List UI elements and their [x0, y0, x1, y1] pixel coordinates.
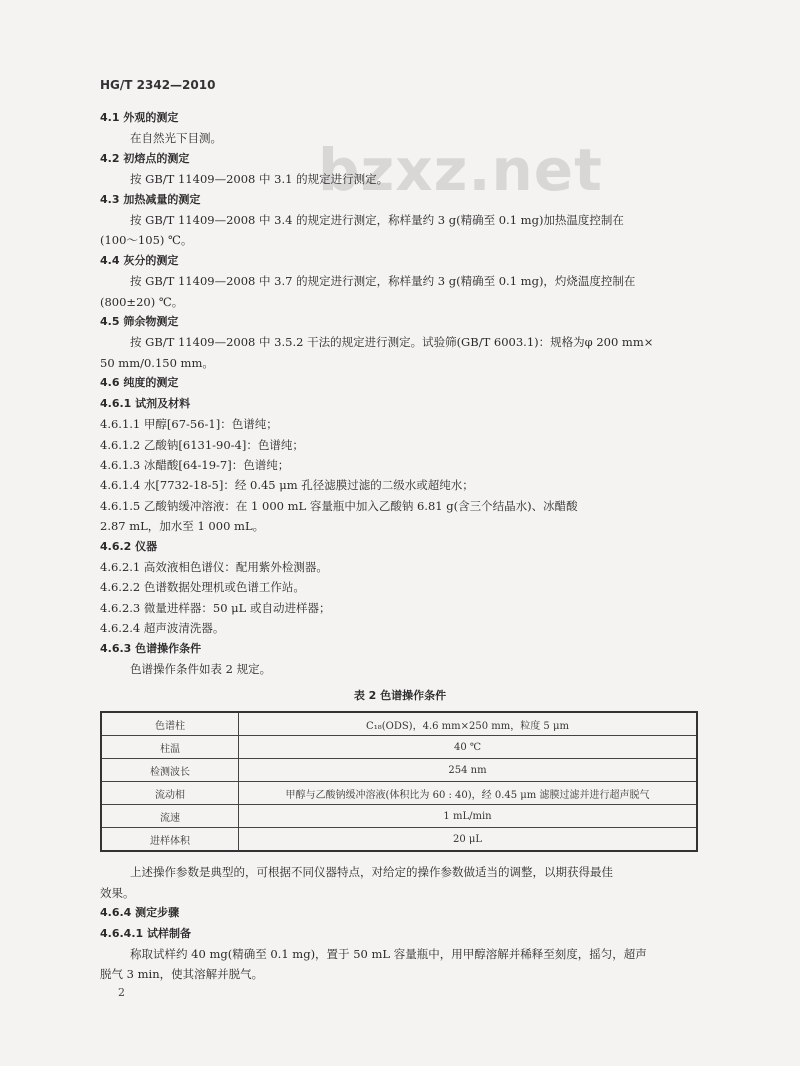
text-block-top: [100, 108, 700, 679]
section-heading: 4.6 纯度的测定: [100, 376, 179, 390]
section-heading: 4.6.3 色谱操作条件: [100, 641, 202, 655]
param-name-cell: 流动相: [101, 782, 239, 805]
text-line: 按 GB/T 11409—2008 中 3.1 的规定进行测定。: [130, 172, 389, 187]
section-heading: 4.2 初熔点的测定: [100, 151, 190, 165]
param-name-cell: 流速: [101, 805, 239, 828]
param-value-cell: 甲醇与乙酸钠缓冲溶液(体积比为 60 : 40)，经 0.45 μm 滤膜过滤并进行超声脱气: [239, 782, 698, 805]
table-row: [101, 805, 697, 828]
param-value-cell: 254 nm: [239, 759, 698, 782]
page-number: 2: [118, 986, 125, 999]
section-heading: 4.3 加热减量的测定: [100, 192, 201, 206]
text-line: 按 GB/T 11409—2008 中 3.5.2 干法的规定进行测定。试验筛(GB/T 6003.1)：规格为φ 200 mm×: [130, 335, 654, 350]
text-line: 效果。: [100, 885, 135, 900]
text-line: (100～105) ℃。: [100, 233, 193, 248]
section-heading: 4.5 筛余物测定: [100, 315, 179, 329]
text-line: 4.6.1.3 冰醋酸[64-19-7]：色谱纯；: [100, 457, 290, 472]
document-body: [100, 108, 700, 985]
table-row: [101, 736, 697, 759]
text-line: 4.6.2.4 超声波清洗器。: [100, 621, 225, 636]
param-value-cell: C₁₈(ODS)，4.6 mm×250 mm，粒度 5 μm: [239, 712, 698, 736]
text-line: 色谱操作条件如表 2 规定。: [130, 661, 272, 676]
table-row: [101, 782, 697, 805]
text-line: 4.6.1.5 乙酸钠缓冲溶液：在 1 000 mL 容量瓶中加入乙酸钠 6.81 g(含三个结晶水)、冰醋酸: [100, 498, 578, 513]
param-name-cell: 柱温: [101, 736, 239, 759]
section-heading: 4.1 外观的测定: [100, 111, 179, 124]
text-line: 在自然光下目测。: [130, 131, 222, 146]
text-line: 4.6.1.4 水[7732-18-5]：经 0.45 μm 孔径滤膜过滤的二级水或超纯水；: [100, 478, 474, 493]
text-line: 上述操作参数是典型的，可根据不同仪器特点，对给定的操作参数做适当的调整，以期获得最佳: [130, 865, 613, 880]
param-value-cell: 20 μL: [239, 828, 698, 852]
standard-header: HG/T 2342—2010: [100, 78, 216, 92]
text-line: 按 GB/T 11409—2008 中 3.4 的规定进行测定，称样量约 3 g(精确至 0.1 mg)加热温度控制在: [130, 213, 624, 228]
text-line: 4.6.1.1 甲醇[67-56-1]：色谱纯；: [100, 417, 278, 432]
param-value-cell: 1 mL/min: [239, 805, 698, 828]
chromatography-conditions-table: [100, 711, 698, 852]
text-line: 50 mm/0.150 mm。: [100, 355, 214, 370]
param-name-cell: 进样体积: [101, 828, 239, 852]
section-heading: 4.6.4 测定步骤: [100, 906, 180, 920]
table-row: [101, 828, 697, 852]
section-heading: 4.4 灰分的测定: [100, 253, 179, 267]
watermark: bzxz.net: [318, 136, 603, 204]
table-row: [101, 712, 697, 736]
param-name-cell: 检测波长: [101, 759, 239, 782]
text-line: 脱气 3 min，使其溶解并脱气。: [100, 967, 264, 982]
section-heading: 4.6.4.1 试样制备: [100, 926, 191, 940]
table-row: [101, 759, 697, 782]
text-line: 4.6.2.2 色谱数据处理机或色谱工作站。: [100, 580, 305, 595]
param-name-cell: 色谱柱: [101, 712, 239, 736]
section-heading: 4.6.1 试剂及材料: [100, 396, 191, 410]
table-caption: 表 2 色谱操作条件: [353, 689, 447, 703]
text-line: 2.87 mL，加水至 1 000 mL。: [100, 519, 265, 534]
param-value-cell: 40 ℃: [239, 736, 698, 759]
text-line: 4.6.2.1 高效液相色谱仪：配用紫外检测器。: [100, 559, 328, 574]
section-heading: 4.6.2 仪器: [100, 539, 158, 553]
text-line: 称取试样约 40 mg(精确至 0.1 mg)，置于 50 mL 容量瓶中，用甲醇溶解并稀释至刻度，摇匀，超声: [130, 947, 647, 961]
text-line: 4.6.2.3 微量进样器：50 μL 或自动进样器；: [100, 600, 331, 615]
text-line: 按 GB/T 11409—2008 中 3.7 的规定进行测定，称样量约 3 g(精确至 0.1 mg)，灼烧温度控制在: [130, 274, 636, 289]
text-line: 4.6.1.2 乙酸钠[6131-90-4]：色谱纯；: [100, 437, 304, 452]
text-line: (800±20) ℃。: [100, 294, 184, 309]
text-block-bottom: [100, 862, 700, 984]
